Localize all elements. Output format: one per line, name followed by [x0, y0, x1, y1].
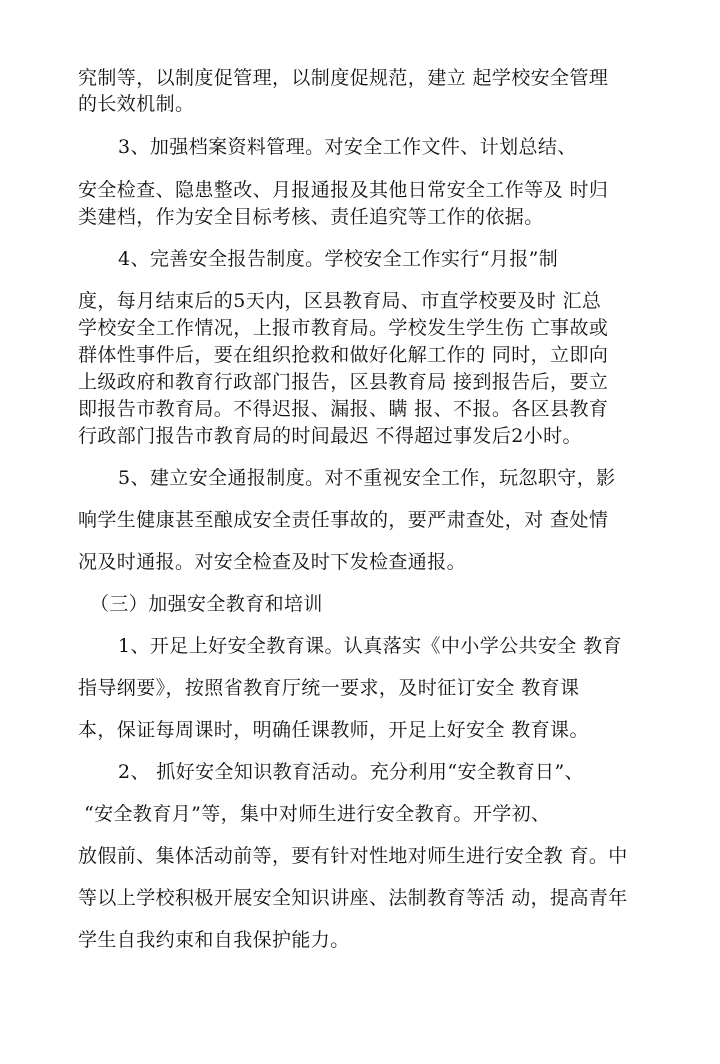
text-line: 况及时通报。对安全检查及时下发检查通报。: [78, 551, 467, 573]
text-line: 类建档，作为安全目标考核、责任追究等工作的依据。: [78, 206, 544, 228]
text-line: 学校安全工作情况，上报市教育局。学校发生学生伤 亡事故或: [78, 317, 609, 339]
text-line: 究制等，以制度促管理，以制度促规范，建立 起学校安全管理: [78, 67, 609, 89]
text-line: 即报告市教育局。不得迟报、漏报、瞒 报、不报。各区县教育: [78, 398, 609, 420]
text-line: 放假前、集体活动前等，要有针对性地对师生进行安全教 育。中: [78, 845, 628, 867]
text-line: 度，每月结束后的5天内，区县教育局、市直学校要及时 汇总: [78, 290, 602, 312]
text-line: 2、 抓好安全知识教育活动。充分利用“安全教育日”、: [118, 761, 584, 783]
text-line: 的长效机制。: [78, 93, 195, 115]
text-line: 本，保证每周课时，明确任课教师，开足上好安全 教育课。: [78, 719, 589, 741]
text-line: 学生自我约束和自我保护能力。: [78, 929, 350, 951]
text-line: 行政部门报告市教育局的时间最迟 不得超过事发后2小时。: [78, 425, 582, 447]
text-line: 等以上学校积极开展安全知识讲座、法制教育等活 动，提高青年: [78, 887, 628, 909]
text-line: 指导纲要》，按照省教育厅统一要求，及时征订安全 教育课: [78, 677, 580, 699]
text-line: 1、开足上好安全教育课。认真落实《中小学公共安全 教育: [118, 635, 622, 657]
text-line: “安全教育月”等，集中对师生进行安全教育。开学初、: [84, 803, 551, 825]
text-line: 上级政府和教育行政部门报告，区县教育局 接到报告后，要立: [78, 371, 609, 393]
text-line: 4、完善安全报告制度。学校安全工作实行“月报”制: [118, 248, 559, 270]
text-line: 群体性事件后，要在组织抢救和做好化解工作的 同时，立即向: [78, 344, 609, 366]
text-line: 响学生健康甚至酿成安全责任事故的，要严肃查处，对 查处情: [78, 509, 609, 531]
text-line: 5、建立安全通报制度。对不重视安全工作，玩忽职守，影: [118, 467, 616, 489]
text-line: 3、加强档案资料管理。对安全工作文件、计划总结、: [118, 136, 577, 158]
text-line: 安全检查、隐患整改、月报通报及其他日常安全工作等及 时归: [78, 179, 609, 201]
section-heading: （三）加强安全教育和培训: [90, 593, 323, 615]
